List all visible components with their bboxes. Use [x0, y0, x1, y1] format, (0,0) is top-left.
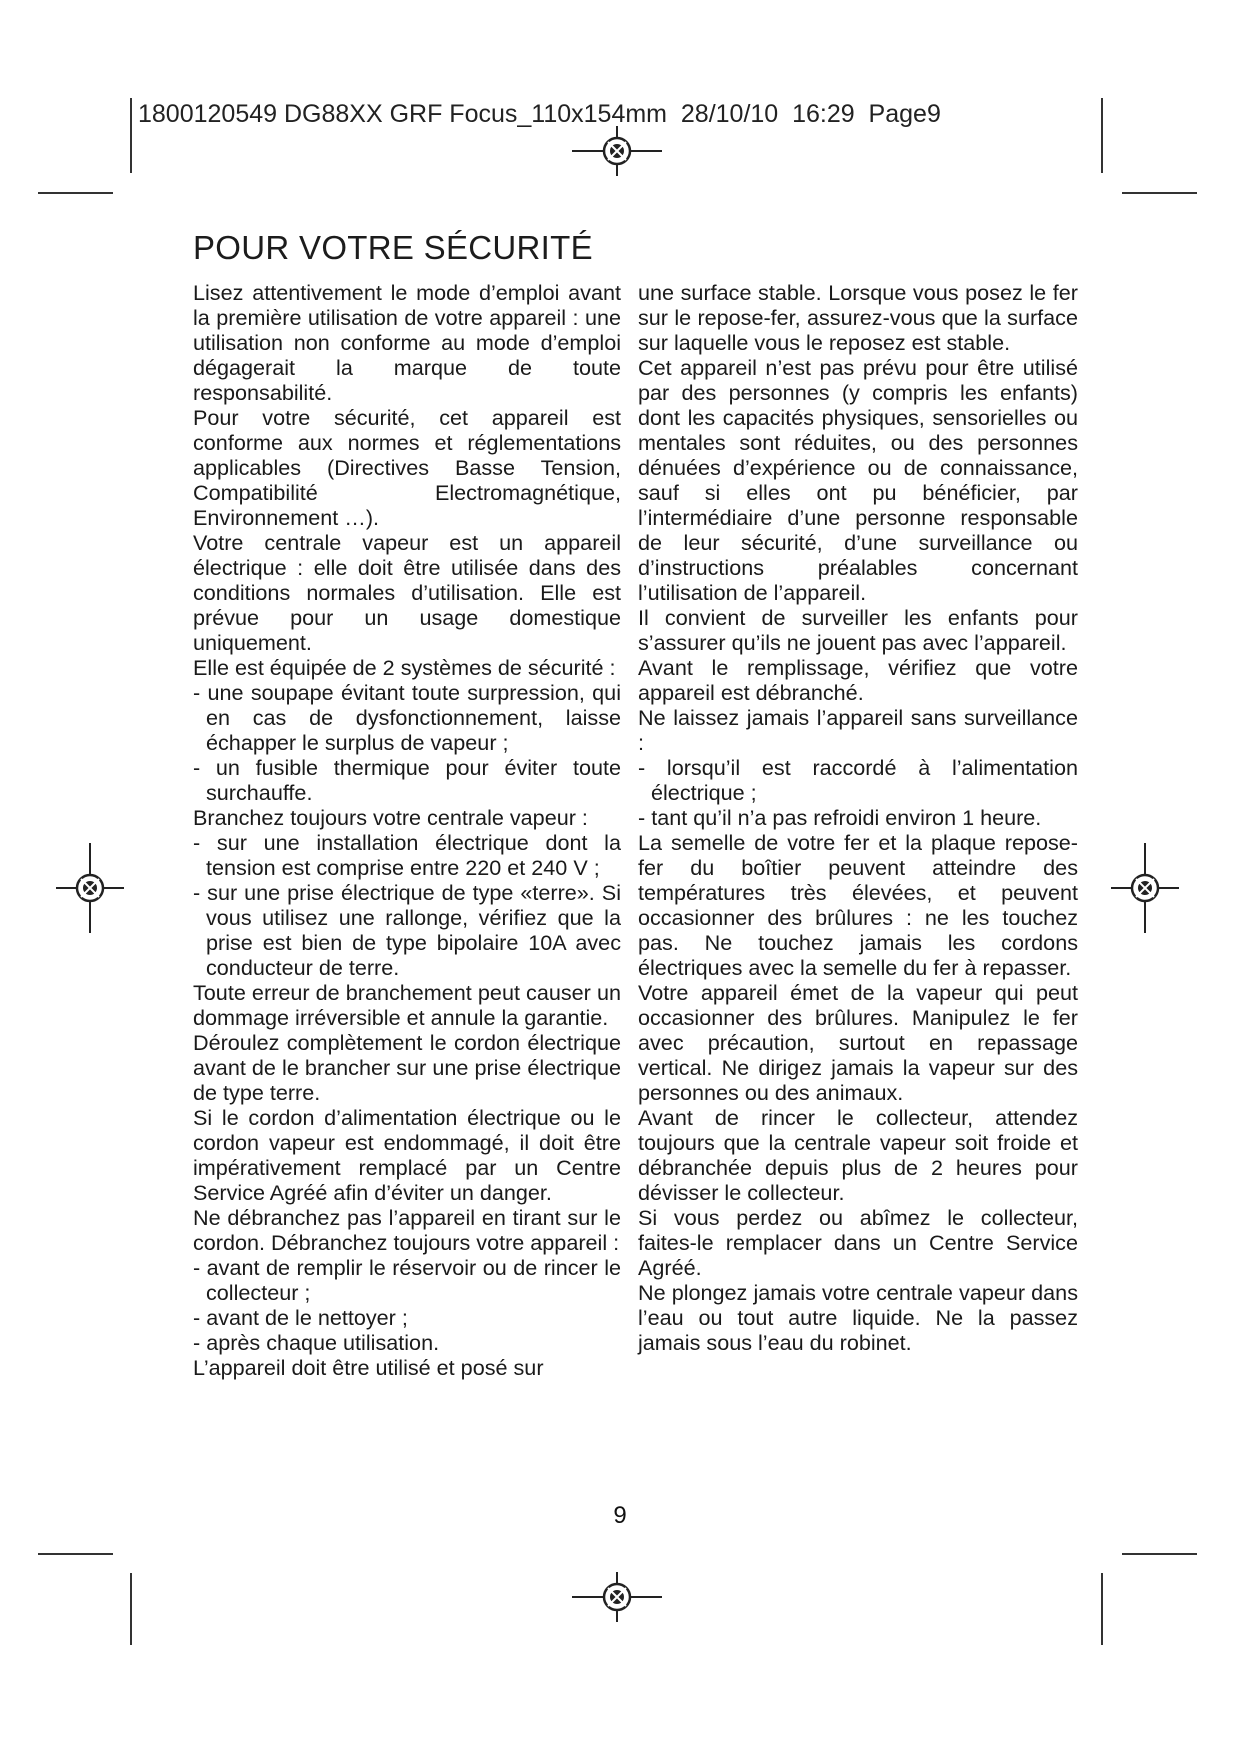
- list-item: - un fusible thermique pour éviter toute surchauffe.: [193, 755, 621, 805]
- list-item: - avant de remplir le réservoir ou de rincer le collecteur ;: [193, 1255, 621, 1305]
- paragraph: Ne laissez jamais l’appareil sans surveillance :: [638, 705, 1078, 755]
- paragraph: Branchez toujours votre centrale vapeur :: [193, 805, 588, 830]
- list-item: - avant de le nettoyer ;: [193, 1305, 408, 1330]
- paragraph: Si vous perdez ou abîmez le collecteur, faites-le remplacer dans un Centre Service Agréé.: [638, 1205, 1078, 1280]
- paragraph: Elle est équipée de 2 systèmes de sécurité :: [193, 655, 616, 680]
- list-item: - lorsqu’il est raccordé à l’alimentation électrique ;: [638, 755, 1078, 805]
- paragraph: Pour votre sécurité, cet appareil est conforme aux normes et réglementations applicables (Directives Basse Tension, Compatibilité Electromagnétique, Environnement …).: [193, 405, 621, 530]
- page-number: 9: [613, 1502, 627, 1529]
- paragraph: Il convient de surveiller les enfants pour s’assurer qu’ils ne jouent pas avec l’appareil.: [638, 605, 1078, 655]
- paragraph: Avant le remplissage, vérifiez que votre appareil est débranché.: [638, 655, 1078, 705]
- paragraph: Votre centrale vapeur est un appareil électrique : elle doit être utilisée dans des conditions normales d’utilisation. Elle est prévue pour un usage domestique uniquement.: [193, 530, 621, 655]
- crop-mark: [130, 1573, 132, 1645]
- list-item: - sur une prise électrique de type «terre». Si vous utilisez une rallonge, vérifiez que la prise est bien de type bipolaire 10A avec conducteur de terre.: [193, 880, 621, 980]
- crop-mark: [130, 98, 132, 173]
- page-title: POUR VOTRE SÉCURITÉ: [193, 229, 593, 266]
- paragraph: Cet appareil n’est pas prévu pour être utilisé par des personnes (y compris les enfants) dont les capacités physiques, sensorielles ou mentales sont réduites, ou des personnes dénuées d’expérience ou de connaissance, sauf si elles ont pu bénéficier, par l’intermédiaire d’une personne responsable de leur sécurité, d’une surveillance ou d’instructions préalables concernant l’utilisation de l’appareil.: [638, 355, 1078, 605]
- crop-mark: [1101, 98, 1103, 173]
- crop-mark: [1122, 192, 1197, 194]
- paragraph: Votre appareil émet de la vapeur qui peut occasionner des brûlures. Manipulez le fer avec précaution, surtout en repassage vertical. Ne dirigez jamais la vapeur sur des personnes ou des animaux.: [638, 980, 1078, 1105]
- paragraph: Lisez attentivement le mode d’emploi avant la première utilisation de votre appareil : une utilisation non conforme au mode d’emploi dégagerait la marque de toute responsabilité.: [193, 280, 621, 405]
- left-text-column: [193, 280, 621, 1380]
- paragraph: L’appareil doit être utilisé et posé sur: [193, 1355, 544, 1380]
- paragraph: La semelle de votre fer et la plaque repose-fer du boîtier peuvent atteindre des températures très élevées, et peuvent occasionner des brûlures : ne les touchez pas. Ne touchez jamais les cordons électriques avec la semelle du fer à repasser.: [638, 830, 1078, 980]
- right-text-column: [638, 280, 1078, 1355]
- crop-mark: [38, 1553, 113, 1555]
- registration-mark-icon: [1101, 843, 1189, 933]
- paragraph: Déroulez complètement le cordon électrique avant de le brancher sur une prise électrique de type terre.: [193, 1030, 621, 1105]
- registration-mark-icon: [572, 1567, 662, 1627]
- paragraph: Si le cordon d’alimentation électrique ou le cordon vapeur est endommagé, il doit être impérativement remplacé par un Centre Service Agréé afin d’éviter un danger.: [193, 1105, 621, 1205]
- crop-mark: [1101, 1573, 1103, 1645]
- list-item: - tant qu’il n’a pas refroidi environ 1 heure.: [638, 805, 1042, 830]
- paragraph: Toute erreur de branchement peut causer un dommage irréversible et annule la garantie.: [193, 980, 621, 1030]
- registration-mark-icon: [46, 843, 134, 933]
- print-slug: 1800120549 DG88XX GRF Focus_110x154mm 28/10/10 16:29 Page9: [138, 100, 941, 128]
- crop-mark: [38, 192, 113, 194]
- paragraph: Avant de rincer le collecteur, attendez toujours que la centrale vapeur soit froide et débranchée depuis plus de 2 heures pour dévisser le collecteur.: [638, 1105, 1078, 1205]
- paragraph: Ne débranchez pas l’appareil en tirant sur le cordon. Débranchez toujours votre appareil :: [193, 1205, 621, 1255]
- list-item: - après chaque utilisation.: [193, 1330, 440, 1355]
- crop-mark: [1122, 1553, 1197, 1555]
- list-item: - une soupape évitant toute surpression, qui en cas de dysfonctionnement, laisse échapper le surplus de vapeur ;: [193, 680, 621, 755]
- paragraph: Ne plongez jamais votre centrale vapeur dans l’eau ou tout autre liquide. Ne la passez jamais sous l’eau du robinet.: [638, 1280, 1078, 1355]
- registration-mark-icon: [572, 121, 662, 181]
- paragraph: une surface stable. Lorsque vous posez le fer sur le repose-fer, assurez-vous que la surface sur laquelle vous le reposez est stable.: [638, 280, 1078, 355]
- list-item: - sur une installation électrique dont la tension est comprise entre 220 et 240 V ;: [193, 830, 621, 880]
